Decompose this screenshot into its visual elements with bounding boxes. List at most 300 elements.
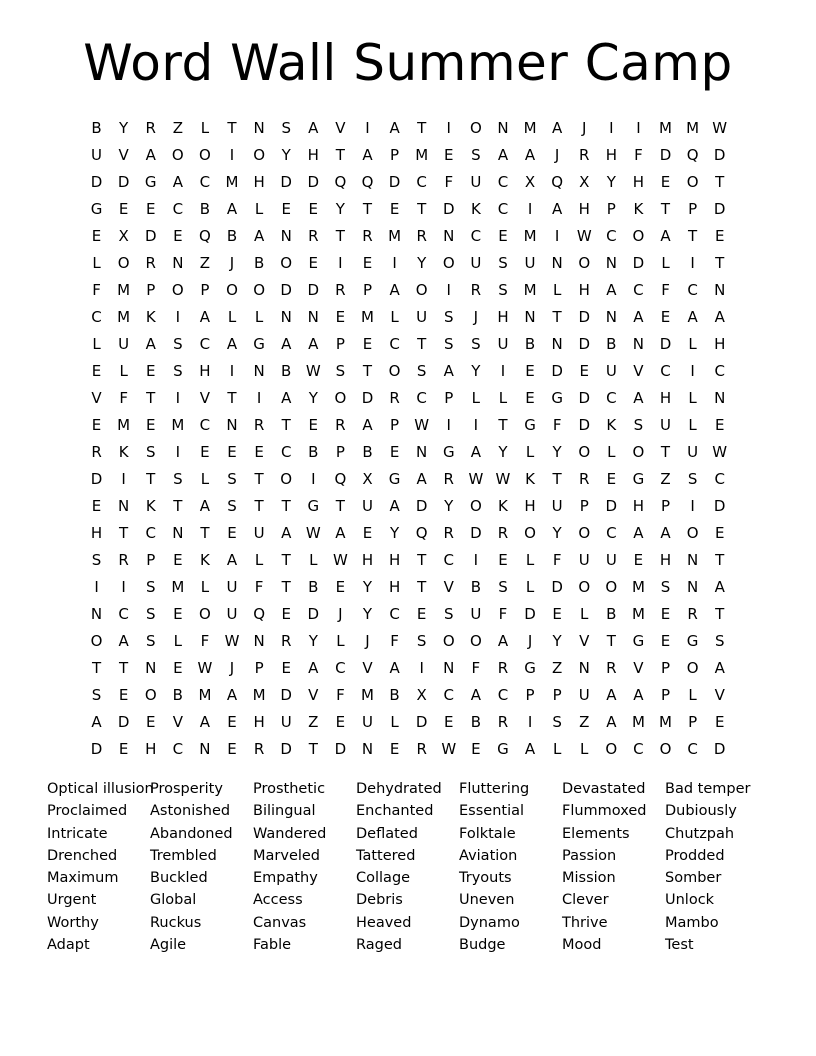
grid-letter: X [579, 172, 590, 191]
word-list-item: Trembled [150, 847, 217, 864]
grid-letter: Y [119, 118, 129, 137]
word-list-item: Prosperity [150, 781, 223, 797]
grid-row [83, 330, 743, 357]
grid-letter: D [144, 226, 157, 245]
word-list-item: Passion [562, 847, 617, 864]
grid-letter: L [688, 334, 697, 353]
grid-letter: C [606, 388, 617, 407]
grid-letter: O [334, 388, 347, 407]
grid-letter: P [146, 550, 156, 569]
grid-letter: F [634, 145, 643, 164]
grid-letter: E [118, 199, 129, 218]
grid-letter: S [471, 145, 481, 164]
grid-letter: A [606, 280, 617, 299]
grid-letter: E [714, 712, 725, 731]
grid-row [83, 654, 743, 681]
grid-letter: O [415, 280, 428, 299]
word-list-item: Devastated [562, 781, 646, 797]
grid-letter: E [227, 712, 237, 731]
grid-letter: B [199, 199, 211, 218]
grid-letter: D [578, 388, 591, 407]
grid-letter: W [224, 631, 240, 650]
grid-letter: B [91, 118, 102, 137]
word-column [150, 778, 253, 956]
grid-letter: V [335, 118, 346, 137]
grid-letter: T [281, 415, 291, 434]
grid-letter: O [605, 577, 618, 596]
grid-letter: L [200, 577, 210, 596]
grid-letter: T [715, 172, 725, 191]
grid-letter: X [416, 685, 427, 704]
grid-letter: O [469, 496, 482, 515]
grid-letter: V [362, 658, 373, 677]
grid-letter: P [660, 496, 671, 515]
grid-letter: E [145, 361, 156, 380]
grid-letter: T [362, 199, 373, 218]
grid-letter: T [715, 604, 725, 623]
grid-letter: W [332, 550, 348, 569]
grid-letter: L [552, 739, 562, 758]
grid-letter: I [554, 226, 560, 245]
grid-letter: C [199, 415, 211, 434]
word-column [253, 778, 356, 956]
grid-letter: E [91, 496, 102, 515]
grid-letter: I [446, 118, 451, 137]
grid-letter: R [443, 469, 454, 488]
grid-letter: M [415, 145, 429, 164]
grid-letter: T [281, 550, 291, 569]
grid-letter: M [117, 415, 131, 434]
grid-letter: A [91, 712, 102, 731]
grid-letter: O [117, 253, 130, 272]
grid-letter: K [200, 550, 210, 569]
grid-letter: E [498, 226, 508, 245]
grid-letter: E [145, 712, 156, 731]
grid-letter: M [117, 307, 131, 326]
grid-letter: Y [552, 442, 562, 461]
word-column [665, 778, 768, 956]
grid-letter: P [254, 658, 264, 677]
grid-letter: Y [498, 442, 508, 461]
grid-letter: I [121, 577, 126, 596]
grid-letter: L [173, 631, 182, 650]
grid-letter: E [335, 307, 346, 326]
grid-letter: E [660, 631, 671, 650]
grid-letter: Y [308, 631, 318, 650]
grid-letter: D [551, 361, 563, 380]
grid-letter: I [392, 253, 397, 272]
grid-letter: H [578, 199, 590, 218]
grid-letter: E [525, 361, 535, 380]
grid-letter: N [118, 496, 130, 515]
grid-letter: O [578, 442, 591, 461]
grid-letter: A [308, 334, 319, 353]
grid-letter: V [199, 388, 211, 407]
grid-letter: T [552, 307, 562, 326]
grid-row [83, 276, 743, 303]
grid-row [83, 600, 743, 627]
word-list-item: Agile [150, 937, 187, 954]
grid-letter: G [632, 469, 645, 488]
grid-letter: A [470, 685, 481, 704]
grid-letter: R [145, 253, 156, 272]
grid-letter: A [226, 550, 238, 569]
grid-letter: N [253, 118, 265, 137]
grid-letter: O [388, 361, 401, 380]
grid-letter: M [171, 415, 185, 434]
word-list-item: Raged [356, 937, 402, 954]
grid-letter: R [497, 658, 509, 677]
grid-letter: T [146, 388, 156, 407]
grid-letter: N [524, 307, 536, 326]
grid-letter: Y [606, 172, 616, 191]
grid-letter: C [416, 388, 427, 407]
word-list-item: Astonished [150, 803, 231, 820]
grid-letter: D [280, 739, 292, 758]
grid-letter: O [605, 739, 618, 758]
grid-letter: S [227, 496, 237, 515]
grid-letter: M [523, 118, 537, 137]
grid-letter: E [552, 604, 562, 623]
grid-letter: P [660, 685, 671, 704]
grid-letter: I [229, 361, 235, 380]
grid-letter: U [605, 550, 617, 569]
word-list-item: Mood [562, 937, 602, 954]
grid-letter: L [336, 631, 345, 650]
grid-letter: T [335, 496, 345, 515]
grid-letter: A [497, 631, 509, 650]
grid-letter: C [199, 334, 211, 353]
grid-letter: M [117, 280, 131, 299]
grid-letter: A [389, 658, 400, 677]
grid-letter: U [361, 712, 373, 731]
grid-letter: R [91, 442, 102, 461]
grid-letter: I [690, 496, 695, 515]
grid-letter: U [578, 550, 590, 569]
grid-row [83, 519, 743, 546]
grid-letter: R [253, 739, 265, 758]
grid-letter: Z [199, 253, 211, 272]
word-list-item: Uneven [459, 892, 515, 909]
grid-letter: P [335, 334, 345, 353]
grid-letter: E [471, 739, 481, 758]
grid-letter: D [659, 334, 672, 353]
grid-letter: T [281, 577, 291, 596]
word-list-item: Heaved [356, 914, 412, 931]
grid-letter: E [714, 523, 725, 542]
grid-letter: A [199, 712, 211, 731]
grid-letter: S [660, 577, 671, 596]
grid-row [83, 735, 743, 762]
grid-letter: S [91, 550, 102, 569]
grid-letter: T [254, 469, 264, 488]
grid-letter: H [307, 145, 319, 164]
grid-letter: A [281, 523, 292, 542]
grid-letter: F [444, 172, 454, 191]
grid-letter: I [446, 415, 451, 434]
grid-row [83, 546, 743, 573]
grid-letter: B [308, 577, 319, 596]
grid-letter: T [715, 550, 725, 569]
grid-letter: O [578, 523, 591, 542]
grid-letter: Z [308, 712, 319, 731]
grid-letter: E [660, 307, 671, 326]
grid-letter: L [92, 334, 101, 353]
grid-letter: O [686, 523, 699, 542]
grid-letter: U [470, 604, 482, 623]
grid-letter: C [497, 172, 509, 191]
grid-letter: M [631, 712, 645, 731]
grid-letter: S [498, 577, 508, 596]
grid-letter: D [524, 604, 536, 623]
grid-letter: D [388, 172, 401, 191]
grid-letter: E [227, 442, 237, 461]
grid-letter: C [633, 739, 644, 758]
grid-letter: R [308, 226, 319, 245]
grid-letter: D [578, 415, 591, 434]
grid-letter: A [552, 118, 563, 137]
grid-letter: M [361, 685, 374, 704]
word-list-item: Optical illusion [47, 781, 154, 797]
grid-letter: T [119, 523, 129, 542]
grid-letter: S [444, 307, 454, 326]
grid-letter: I [175, 307, 181, 326]
grid-letter: S [416, 361, 427, 380]
grid-letter: N [605, 307, 617, 326]
grid-letter: O [171, 145, 184, 164]
grid-letter: X [524, 172, 536, 191]
grid-letter: R [606, 658, 617, 677]
grid-letter: T [200, 523, 210, 542]
grid-letter: I [609, 118, 614, 137]
grid-letter: D [90, 172, 103, 191]
word-list-item: Mambo [665, 914, 719, 931]
grid-letter: O [632, 226, 645, 245]
grid-letter: A [524, 739, 536, 758]
grid-letter: E [91, 361, 102, 380]
grid-letter: H [253, 172, 265, 191]
word-list-item: Drenched [47, 847, 118, 864]
grid-letter: B [281, 361, 292, 380]
grid-letter: N [714, 280, 726, 299]
grid-letter: A [443, 361, 454, 380]
grid-letter: C [497, 685, 509, 704]
grid-letter: A [714, 307, 725, 326]
grid-letter: T [119, 658, 129, 677]
word-list-item: Somber [665, 870, 722, 887]
grid-letter: T [688, 226, 698, 245]
grid-letter: U [524, 253, 536, 272]
grid-row [83, 627, 743, 654]
grid-letter: C [497, 199, 509, 218]
grid-letter: M [171, 577, 185, 596]
grid-letter: S [552, 712, 562, 731]
grid-letter: C [606, 226, 617, 245]
grid-letter: N [145, 658, 157, 677]
grid-letter: T [417, 577, 427, 596]
grid-letter: V [172, 712, 183, 731]
word-list-item: Ruckus [150, 914, 202, 931]
grid-letter: N [605, 253, 617, 272]
grid-letter: M [361, 307, 374, 326]
word-list-item: Debris [356, 892, 403, 909]
grid-letter: M [631, 577, 645, 596]
grid-letter: K [498, 496, 508, 515]
grid-letter: R [335, 415, 346, 434]
grid-letter: A [199, 307, 211, 326]
grid-letter: F [390, 631, 399, 650]
grid-letter: U [687, 442, 699, 461]
grid-letter: C [687, 280, 698, 299]
grid-letter: S [227, 469, 237, 488]
grid-letter: T [335, 145, 345, 164]
grid-letter: L [309, 550, 318, 569]
grid-letter: C [91, 307, 102, 326]
grid-letter: E [389, 442, 400, 461]
grid-letter: S [173, 469, 183, 488]
grid-letter: U [660, 415, 671, 434]
grid-letter: N [686, 577, 699, 596]
grid-letter: K [606, 415, 617, 434]
grid-letter: G [632, 631, 645, 650]
grid-letter: F [661, 280, 670, 299]
grid-letter: E [714, 226, 725, 245]
grid-letter: B [470, 712, 481, 731]
word-list-item: Dubiously [665, 803, 737, 820]
grid-letter: D [280, 280, 292, 299]
grid-letter: N [253, 361, 265, 380]
grid-letter: T [254, 496, 264, 515]
grid-letter: E [281, 658, 291, 677]
grid-letter: E [118, 739, 129, 758]
grid-letter: T [417, 550, 427, 569]
grid-letter: D [578, 307, 591, 326]
grid-row [83, 168, 743, 195]
grid-letter: D [361, 388, 374, 407]
grid-letter: T [281, 496, 291, 515]
grid-letter: T [715, 253, 725, 272]
grid-letter: O [578, 253, 591, 272]
grid-letter: I [690, 361, 695, 380]
grid-letter: D [280, 172, 292, 191]
grid-letter: O [578, 577, 591, 596]
grid-letter: R [118, 550, 129, 569]
grid-letter: K [145, 496, 156, 515]
grid-letter: E [389, 739, 400, 758]
word-list-item: Elements [562, 825, 630, 842]
grid-row [83, 411, 743, 438]
grid-letter: A [308, 658, 319, 677]
grid-letter: D [713, 496, 726, 515]
grid-letter: E [660, 172, 671, 191]
grid-letter: B [362, 442, 373, 461]
grid-letter: M [198, 685, 212, 704]
grid-letter: V [91, 388, 102, 407]
grid-letter: W [495, 469, 511, 488]
grid-letter: R [389, 388, 400, 407]
grid-letter: L [688, 415, 697, 434]
grid-letter: G [90, 199, 103, 218]
grid-letter: H [388, 550, 401, 569]
word-list-item: Bad temper [665, 781, 751, 797]
grid-letter: S [91, 685, 102, 704]
grid-letter: E [145, 199, 156, 218]
grid-letter: A [362, 415, 373, 434]
word-list-item: Proclaimed [47, 803, 128, 820]
grid-letter: D [415, 712, 428, 731]
grid-letter: P [390, 145, 400, 164]
grid-letter: U [470, 253, 482, 272]
grid-letter: E [308, 253, 319, 272]
grid-row [83, 249, 743, 276]
grid-letter: M [523, 226, 537, 245]
word-list-item: Test [665, 937, 694, 954]
grid-letter: W [576, 226, 592, 245]
grid-letter: T [417, 199, 427, 218]
grid-letter: I [94, 577, 99, 596]
grid-letter: R [579, 469, 590, 488]
grid-letter: C [389, 334, 400, 353]
grid-letter: L [525, 550, 535, 569]
grid-letter: N [226, 415, 238, 434]
grid-letter: S [687, 469, 698, 488]
grid-letter: E [173, 226, 183, 245]
grid-letter: S [145, 604, 156, 623]
grid-letter: V [633, 658, 644, 677]
word-list-item: Prosthetic [253, 781, 326, 797]
grid-letter: L [390, 307, 399, 326]
word-list-item: Intricate [47, 825, 108, 842]
grid-letter: Q [686, 145, 699, 164]
grid-letter: A [552, 199, 563, 218]
grid-letter: Z [660, 469, 671, 488]
grid-row [83, 492, 743, 519]
grid-letter: A [281, 334, 292, 353]
grid-letter: E [606, 469, 617, 488]
grid-letter: F [552, 550, 562, 569]
grid-letter: O [469, 118, 482, 137]
grid-letter: L [471, 388, 481, 407]
grid-letter: L [92, 253, 101, 272]
grid-letter: I [256, 388, 262, 407]
grid-letter: I [446, 280, 451, 299]
grid-letter: F [336, 685, 345, 704]
grid-letter: C [280, 442, 292, 461]
grid-letter: D [117, 172, 130, 191]
grid-letter: G [307, 496, 320, 515]
grid-letter: N [416, 442, 428, 461]
grid-letter: L [254, 550, 264, 569]
grid-letter: N [714, 388, 726, 407]
grid-letter: A [389, 280, 400, 299]
grid-letter: A [389, 496, 400, 515]
grid-letter: G [524, 415, 536, 434]
grid-letter: Y [281, 145, 291, 164]
word-list-item: Prodded [665, 847, 725, 864]
grid-letter: N [551, 334, 563, 353]
grid-letter: J [365, 631, 370, 650]
grid-letter: A [497, 145, 509, 164]
grid-letter: D [90, 739, 103, 758]
grid-letter: N [578, 658, 590, 677]
grid-letter: R [416, 739, 427, 758]
grid-letter: G [551, 388, 563, 407]
word-list-item: Canvas [253, 914, 307, 931]
grid-letter: W [197, 658, 213, 677]
grid-letter: C [443, 550, 454, 569]
grid-letter: H [388, 577, 401, 596]
grid-letter: A [145, 145, 156, 164]
